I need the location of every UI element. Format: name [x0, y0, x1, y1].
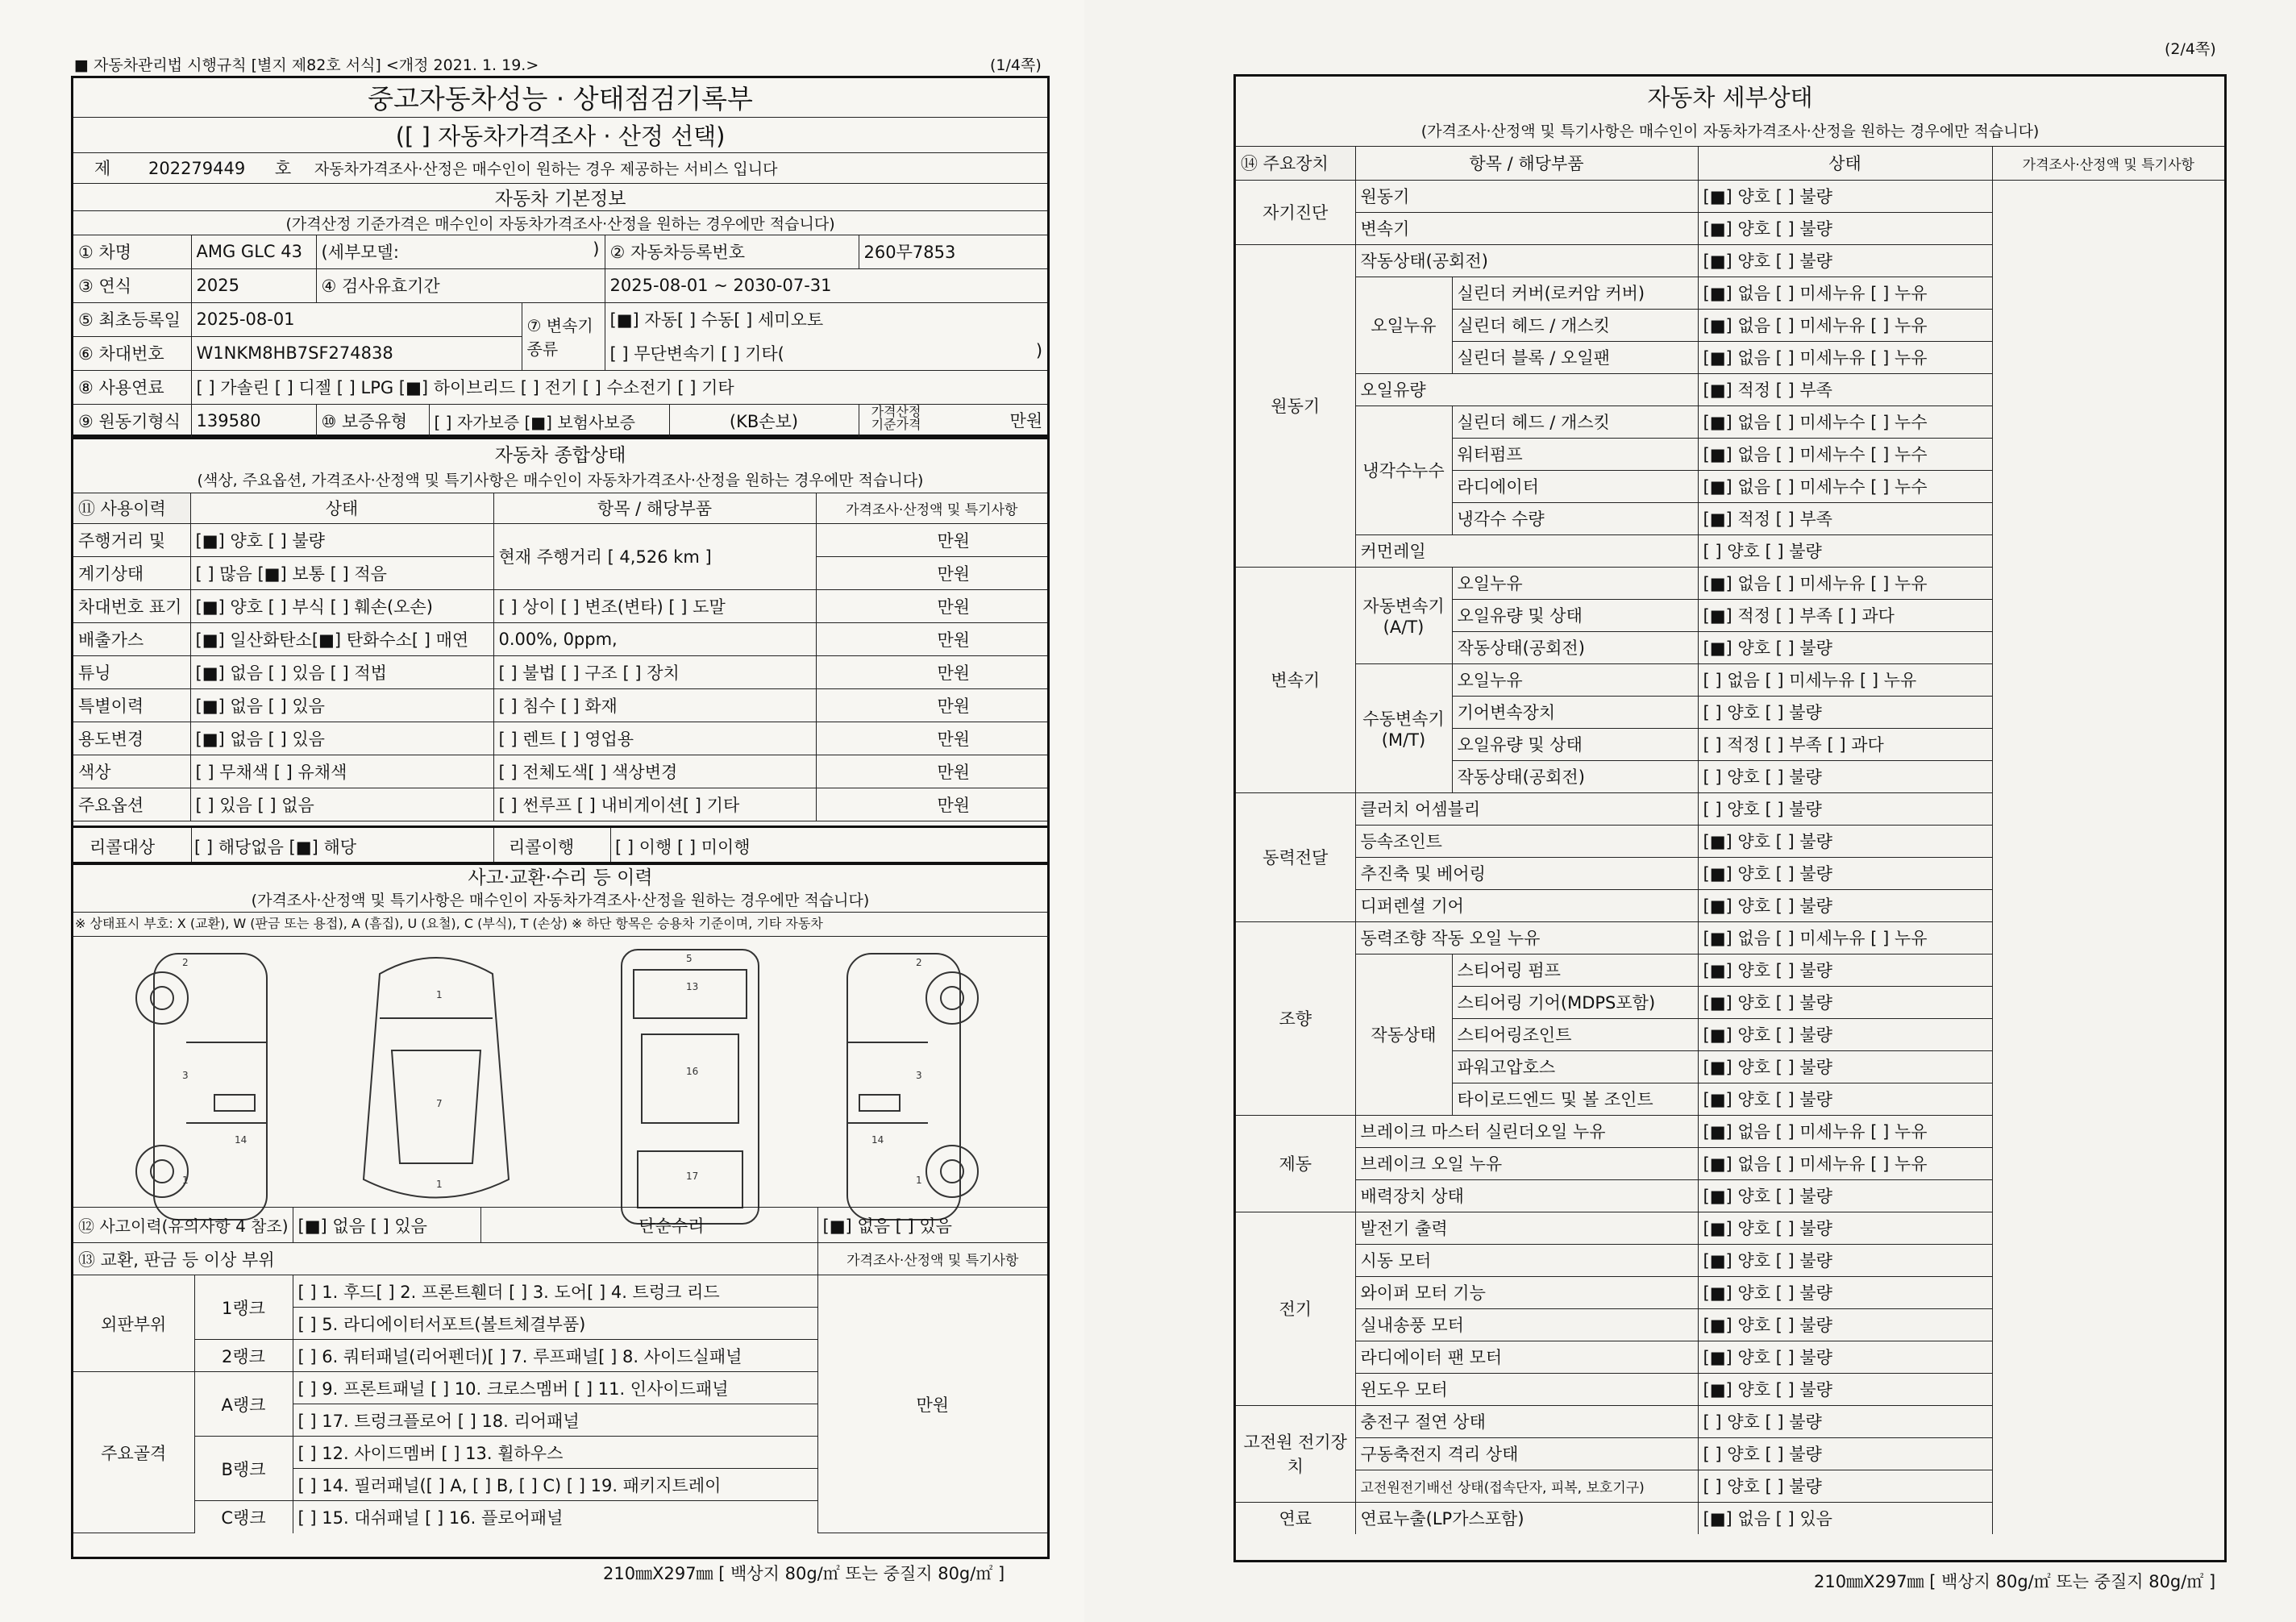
row-price-unit: 만원: [816, 788, 1047, 821]
summary-table: [73, 439, 1047, 821]
summary-note: (색상, 주요옵션, 가격조사·산정액 및 특기사항은 매수인이 자동차가격조사·산정을 원하는 경우에만 적습니다): [73, 467, 1047, 493]
rankB-items-b: [ ] 14. 필러패널([ ] A, [ ] B, [ ] C) [ ] 19. 패키지트레이: [293, 1469, 817, 1501]
detail-state: [■] 양호 [ ] 불량: [1698, 1341, 1992, 1373]
detail-item: 디퍼렌셜 기어: [1355, 889, 1698, 921]
detail-state: [ ] 양호 [ ] 불량: [1698, 1405, 1992, 1437]
detail-state: [■] 양호 [ ] 불량: [1698, 889, 1992, 921]
group-self-diag: 자기진단: [1236, 180, 1355, 244]
detail-item: 실린더 헤드 / 개스킷: [1452, 309, 1698, 341]
detail-item: 스티어링 기어(MDPS포함): [1452, 986, 1698, 1018]
detail-item: 브레이크 오일 누유: [1355, 1147, 1698, 1179]
row-label: 색상: [73, 755, 190, 788]
warranty-options: [ ] 자가보증 [■] 보험사보증: [429, 404, 669, 438]
detail-item: 라디에이터 팬 모터: [1355, 1341, 1698, 1373]
detail-state: [■] 양호 [ ] 불량: [1698, 1308, 1992, 1341]
col-history: ⑪ 사용이력: [73, 493, 190, 523]
row-price-unit: 만원: [816, 523, 1047, 556]
group-electric: 전기: [1236, 1212, 1355, 1405]
rank2-items: [ ] 6. 쿼터패널(리어펜더)[ ] 7. 루프패널[ ] 8. 사이드실패널: [293, 1340, 817, 1372]
detail-state: [■] 양호 [ ] 불량: [1698, 1083, 1992, 1115]
record-number-row: [73, 152, 1047, 183]
base-price-label: 가격산정 기준가격: [871, 404, 921, 433]
detail-state: [■] 양호 [ ] 불량: [1698, 954, 1992, 986]
record-suffix: 호: [274, 159, 292, 178]
subgroup-coolant-leak: 냉각수누수: [1355, 406, 1452, 534]
svg-text:13: 13: [686, 981, 699, 992]
detail-state: [■] 양호 [ ] 불량: [1698, 1212, 1992, 1244]
page2-footer: 210㎜X297㎜ [ 백상지 80g/㎡ 또는 중질지 80g/㎡ ]: [1814, 1572, 2216, 1591]
trans-row1: [■] 자동[ ] 수동[ ] 세미오토: [605, 302, 1047, 336]
detail-item: 실내송풍 모터: [1355, 1308, 1698, 1341]
fuel-options: [ ] 가솔린 [ ] 디젤 [ ] LPG [■] 하이브리드 [ ] 전기 [ ] 수소전기 [ ] 기타: [191, 370, 1047, 404]
record-number: 202279449: [148, 159, 246, 178]
detail-state: [■] 양호 [ ] 불량: [1698, 244, 1992, 277]
detail-item: 시동 모터: [1355, 1244, 1698, 1276]
accident-label: ⑫ 사고이력(유의사항 4 참조): [73, 1208, 293, 1243]
page2-number: (2/4쪽): [2165, 40, 2216, 58]
detail-state: [■] 없음 [ ] 미세누유 [ ] 누유: [1698, 277, 1992, 309]
detail-item: 타이로드엔드 및 볼 조인트: [1452, 1083, 1698, 1115]
detail-state: [ ] 양호 [ ] 불량: [1698, 1437, 1992, 1470]
detail-state: [■] 양호 [ ] 불량: [1698, 631, 1992, 663]
right-side-view: [847, 954, 978, 1220]
detail-item: 오일누유: [1452, 663, 1698, 696]
detail-state: [■] 양호 [ ] 불량: [1698, 1244, 1992, 1276]
group-hv: 고전원 전기장치: [1236, 1405, 1355, 1502]
group-engine: 원동기: [1236, 244, 1355, 567]
rank-2: 2랭크: [194, 1340, 293, 1372]
detail-item: 윈도우 모터: [1355, 1373, 1698, 1405]
detail-item: 기어변속장치: [1452, 696, 1698, 728]
detail-item: 변속기: [1355, 212, 1698, 244]
reg-no-value: 260무7853: [859, 235, 1047, 268]
detail-item: 오일유량 및 상태: [1452, 599, 1698, 631]
first-reg-label: ⑤ 최초등록일: [73, 302, 191, 336]
row-state: [ ] 있음 [ ] 없음: [190, 788, 493, 821]
vin-label: ⑥ 차대번호: [73, 336, 191, 370]
recall-state: [ ] 해당없음 [■] 해당: [194, 838, 357, 857]
svg-text:14: 14: [235, 1134, 247, 1146]
detail-state: [■] 없음 [ ] 미세누유 [ ] 누유: [1698, 567, 1992, 599]
row-label: 튜닝: [73, 655, 190, 688]
detail-item: 충전구 절연 상태: [1355, 1405, 1698, 1437]
svg-text:1: 1: [916, 1175, 922, 1186]
accident-state: [■] 없음 [ ] 있음: [293, 1208, 480, 1243]
rankA-items-b: [ ] 17. 트렁크플로어 [ ] 18. 리어패널: [293, 1404, 817, 1437]
detail-state: [■] 없음 [ ] 미세누수 [ ] 누수: [1698, 406, 1992, 438]
warranty-label: ⑩ 보증유형: [316, 404, 429, 438]
svg-text:5: 5: [686, 953, 693, 964]
recall-label: 리콜대상: [89, 838, 156, 857]
year-label: ③ 연식: [73, 268, 191, 302]
svg-text:16: 16: [686, 1066, 699, 1077]
fuel-label: ⑧ 사용연료: [73, 370, 191, 404]
exchange-price-unit: 만원: [817, 1275, 1047, 1533]
group-steering: 조향: [1236, 921, 1355, 1115]
row-item: [ ] 썬루프 [ ] 내비게이션[ ] 기타: [493, 788, 816, 821]
svg-text:2: 2: [182, 957, 189, 968]
detail-item: 라디에이터: [1452, 470, 1698, 502]
row-price-unit: 만원: [816, 622, 1047, 655]
valid-period: 2025-08-01 ~ 2030-07-31: [605, 268, 1047, 302]
detail-state: [■] 양호 [ ] 불량: [1698, 1050, 1992, 1083]
subgroup-manual: 수동변속기 (M/T): [1355, 663, 1452, 792]
detail-item: 추진축 및 베어링: [1355, 857, 1698, 889]
rank-b: B랭크: [194, 1437, 293, 1501]
col-price: 가격조사·산정액 및 특기사항: [817, 1243, 1047, 1275]
row-state: [■] 없음 [ ] 있음: [190, 722, 493, 755]
frame-label: 주요골격: [73, 1372, 194, 1533]
exchange-label: ⑬ 교환, 판금 등 이상 부위: [73, 1243, 817, 1275]
row-label: 배출가스: [73, 622, 190, 655]
group-brake: 제동: [1236, 1115, 1355, 1212]
basic-info-title: 자동차 기본정보: [73, 183, 1047, 210]
row-item: 0.00%, 0ppm,: [493, 622, 816, 655]
base-price-unit: 만원: [1009, 411, 1043, 431]
page-1: [0, 0, 1084, 1622]
page2-title: 자동차 세부상태: [1647, 83, 1813, 111]
row-item: [ ] 렌트 [ ] 영업용: [493, 722, 816, 755]
detail-state: [■] 없음 [ ] 미세누유 [ ] 누유: [1698, 921, 1992, 954]
page-subtitle: ([ ] 자동차가격조사 · 산정 선택): [395, 122, 726, 150]
basic-info-table: [73, 78, 1047, 438]
form-reference: ■ 자동차관리법 시행규칙 [별지 제82호 서식] <개정 2021. 1. 19.>: [74, 56, 539, 74]
row-label: 주요옵션: [73, 788, 190, 821]
col-state: 상태: [190, 493, 493, 523]
detail-item: 파워고압호스: [1452, 1050, 1698, 1083]
row-price-unit: 만원: [816, 589, 1047, 622]
svg-text:17: 17: [686, 1171, 699, 1182]
valid-label: ④ 검사유효기간: [316, 268, 605, 302]
svg-text:7: 7: [436, 1098, 443, 1109]
recall-item-label: 리콜이행: [509, 838, 575, 857]
row-state: [■] 양호 [ ] 불량: [190, 523, 493, 556]
page-title: 중고자동차성능 · 상태점검기록부: [73, 78, 1047, 117]
detail-state: [■] 없음 [ ] 미세누유 [ ] 누유: [1698, 1115, 1992, 1147]
detail-item: 작동상태(공회전): [1452, 760, 1698, 792]
svg-text:1: 1: [436, 989, 443, 1000]
detail-state: [ ] 양호 [ ] 불량: [1698, 696, 1992, 728]
page-number: (1/4쪽): [990, 56, 1042, 74]
rank-1: 1랭크: [194, 1275, 293, 1340]
detail-item: 와이퍼 모터 기능: [1355, 1276, 1698, 1308]
row-state: [ ] 무채색 [ ] 유채색: [190, 755, 493, 788]
rank1-items-b: [ ] 5. 라디에이터서포트(볼트체결부품): [293, 1308, 817, 1340]
detail-item: 고전원전기배선 상태(접속단자, 피복, 보호기구): [1355, 1470, 1698, 1502]
detail-item: 연료누출(LP가스포함): [1355, 1502, 1698, 1534]
row-label: 차대번호 표기: [73, 589, 190, 622]
row-item: [ ] 불법 [ ] 구조 [ ] 장치: [493, 655, 816, 688]
simple-repair-label: 단순수리: [480, 1208, 817, 1243]
detail-item: 원동기: [1355, 180, 1698, 212]
rank1-items-a: [ ] 1. 후드[ ] 2. 프론트휀더 [ ] 3. 도어[ ] 4. 트렁크 리드: [293, 1275, 817, 1308]
car-name-label: ① 차명: [73, 235, 191, 268]
detail-item: 워터펌프: [1452, 438, 1698, 470]
svg-text:1: 1: [436, 1179, 443, 1190]
group-power: 동력전달: [1236, 792, 1355, 921]
recall-row: [71, 826, 1050, 864]
detail-state: [■] 없음 [ ] 미세누유 [ ] 누유: [1698, 309, 1992, 341]
row-state: [■] 양호 [ ] 부식 [ ] 훼손(오손): [190, 589, 493, 622]
subgroup-oil-leak: 오일누유: [1355, 277, 1452, 373]
detail-state: [■] 양호 [ ] 불량: [1698, 1373, 1992, 1405]
detail-item: 배력장치 상태: [1355, 1179, 1698, 1212]
subgroup-steer-op: 작동상태: [1355, 954, 1452, 1115]
col-item: 항목 / 해당부품: [1355, 146, 1698, 180]
row-label: 용도변경: [73, 722, 190, 755]
rank-a: A랭크: [194, 1372, 293, 1437]
record-note: 자동차가격조사·산정은 매수인이 원하는 경우 제공하는 서비스 입니다: [314, 160, 778, 178]
trans-label: ⑦ 변속기 종류: [522, 302, 605, 370]
first-reg-value: 2025-08-01: [191, 302, 522, 336]
detail-model: [316, 235, 605, 268]
col-state: 상태: [1698, 146, 1992, 180]
detail-item: 작동상태(공회전): [1452, 631, 1698, 663]
col-price: 가격조사·산정액 및 특기사항: [1992, 146, 2224, 180]
accident-note: (가격조사·산정액 및 특기사항은 매수인이 자동차가격조사·산정을 원하는 경우에만 적습니다): [73, 889, 1047, 913]
detail-item: 실린더 헤드 / 개스킷: [1452, 406, 1698, 438]
detail-state: [■] 양호 [ ] 불량: [1698, 212, 1992, 244]
detail-state: [■] 양호 [ ] 불량: [1698, 1018, 1992, 1050]
detail-model-close: ): [593, 239, 600, 259]
detail-item: 작동상태(공회전): [1355, 244, 1698, 277]
detail-state: [ ] 적정 [ ] 부족 [ ] 과다: [1698, 728, 1992, 760]
detail-state: [■] 양호 [ ] 불량: [1698, 857, 1992, 889]
basic-info-section: [71, 76, 1050, 437]
engine-value: 139580: [191, 404, 316, 438]
row-state: [■] 없음 [ ] 있음: [190, 688, 493, 722]
col-price: 가격조사·산정액 및 특기사항: [816, 493, 1047, 523]
row-state: [ ] 많음 [■] 보통 [ ] 적음: [190, 556, 493, 589]
detail-item: 클러치 어셈블리: [1355, 792, 1698, 825]
basic-info-note: (가격산정 기준가격은 매수인이 자동차가격조사·산정을 원하는 경우에만 적습니다): [73, 210, 1047, 235]
detail-item: 구동축전지 격리 상태: [1355, 1437, 1698, 1470]
rankC-items: [ ] 15. 대쉬패널 [ ] 16. 플로어패널: [293, 1501, 817, 1533]
svg-text:1: 1: [182, 1175, 189, 1186]
row-label: 계기상태: [73, 556, 190, 589]
row-item: [ ] 전체도색[ ] 색상변경: [493, 755, 816, 788]
detail-item: 동력조향 작동 오일 누유: [1355, 921, 1698, 954]
simple-repair-state: [■] 없음 [ ] 있음: [817, 1208, 1047, 1243]
kb-label: (KB손보): [669, 404, 859, 438]
accident-title: 사고·교환·수리 등 이력: [468, 867, 653, 888]
exchange-table: [73, 1207, 1047, 1533]
subgroup-auto: 자동변속기 (A/T): [1355, 567, 1452, 663]
detail-state: [■] 없음 [ ] 미세누수 [ ] 누수: [1698, 470, 1992, 502]
outer-label: 외판부위: [73, 1275, 194, 1372]
detail-state: [■] 적정 [ ] 부족 [ ] 과다: [1698, 599, 1992, 631]
detail-item: 브레이크 마스터 실린더오일 누유: [1355, 1115, 1698, 1147]
row-price-unit: 만원: [816, 655, 1047, 688]
record-prefix: 제: [94, 159, 111, 178]
svg-text:3: 3: [916, 1070, 922, 1081]
detail-price-column: [1992, 180, 2224, 1534]
svg-text:2: 2: [916, 957, 922, 968]
group-fuel: 연료: [1236, 1502, 1355, 1534]
trans-row2-text: [ ] 무단변속기 [ ] 기타(: [609, 343, 784, 364]
vin-value: W1NKM8HB7SF274838: [191, 336, 522, 370]
mileage-value: 현재 주행거리 [ 4,526 km ]: [493, 523, 816, 589]
accident-section: [71, 863, 1050, 1559]
row-label: 특별이력: [73, 688, 190, 722]
detail-item: 실린더 블록 / 오일팬: [1452, 341, 1698, 373]
legend: ※ 상태표시 부호: X (교환), W (판금 또는 용접), A (흠집), U (요철), C (부식), T (손상) ※ 하단 항목은 승용차 기준이며, 기타 자동차: [73, 912, 1049, 937]
page-2: [1084, 0, 2296, 1622]
rank-c: C랭크: [194, 1501, 293, 1533]
trans-row2: [605, 336, 1047, 370]
detail-state: [■] 양호 [ ] 불량: [1698, 180, 1992, 212]
detail-state: [■] 없음 [ ] 미세누수 [ ] 누수: [1698, 438, 1992, 470]
year-value: 2025: [191, 268, 316, 302]
detail-state: [ ] 양호 [ ] 불량: [1698, 792, 1992, 825]
car-name-value: AMG GLC 43: [191, 235, 316, 268]
page1-footer: 210㎜X297㎜ [ 백상지 80g/㎡ 또는 중질지 80g/㎡ ]: [603, 1564, 1005, 1583]
detail-state: [■] 없음 [ ] 있음: [1698, 1502, 1992, 1534]
detail-section: [1233, 74, 2227, 1562]
detail-item: 오일유량 및 상태: [1452, 728, 1698, 760]
detail-item: 등속조인트: [1355, 825, 1698, 857]
trans-row2-close: ): [1035, 340, 1043, 360]
col-item: 항목 / 해당부품: [493, 493, 816, 523]
page2-note: (가격조사·산정액 및 특기사항은 매수인이 자동차가격조사·산정을 원하는 경우에만 적습니다): [1236, 115, 2224, 146]
detail-item: 냉각수 수량: [1452, 502, 1698, 534]
detail-state: [■] 적정 [ ] 부족: [1698, 502, 1992, 534]
svg-text:3: 3: [182, 1070, 189, 1081]
detail-state: [ ] 양호 [ ] 불량: [1698, 1470, 1992, 1502]
row-item: [ ] 침수 [ ] 화재: [493, 688, 816, 722]
col-device: ⑭ 주요장치: [1236, 146, 1355, 180]
detail-state: [■] 양호 [ ] 불량: [1698, 1179, 1992, 1212]
row-price-unit: 만원: [816, 688, 1047, 722]
detail-state: [■] 없음 [ ] 미세누유 [ ] 누유: [1698, 341, 1992, 373]
detail-table: [1236, 77, 2224, 1534]
detail-state: [ ] 없음 [ ] 미세누유 [ ] 누유: [1698, 663, 1992, 696]
rankB-items-a: [ ] 12. 사이드멤버 [ ] 13. 휠하우스: [293, 1437, 817, 1469]
detail-item: 오일누유: [1452, 567, 1698, 599]
detail-state: [ ] 양호 [ ] 불량: [1698, 760, 1992, 792]
recall-item: [ ] 이행 [ ] 미이행: [615, 838, 751, 857]
detail-state: [■] 양호 [ ] 불량: [1698, 986, 1992, 1018]
detail-state: [■] 양호 [ ] 불량: [1698, 825, 1992, 857]
svg-text:14: 14: [871, 1134, 884, 1146]
row-label: 주행거리 및: [73, 523, 190, 556]
detail-item: 오일유량: [1355, 373, 1698, 406]
summary-section: [71, 437, 1050, 864]
row-state: [■] 일산화탄소[■] 탄화수소[ ] 매연: [190, 622, 493, 655]
summary-title: 자동차 종합상태: [494, 444, 626, 466]
base-price: [859, 404, 1047, 438]
row-item: [ ] 상이 [ ] 변조(변타) [ ] 도말: [493, 589, 816, 622]
detail-state: [■] 없음 [ ] 미세누유 [ ] 누유: [1698, 1147, 1992, 1179]
detail-item: 스티어링 펌프: [1452, 954, 1698, 986]
detail-item: 실린더 커버(로커암 커버): [1452, 277, 1698, 309]
detail-state: [■] 양호 [ ] 불량: [1698, 1276, 1992, 1308]
detail-item: 커먼레일: [1355, 534, 1698, 567]
row-price-unit: 만원: [816, 722, 1047, 755]
detail-model-label: (세부모델:: [321, 243, 399, 262]
detail-state: [ ] 양호 [ ] 불량: [1698, 534, 1992, 567]
rankA-items-a: [ ] 9. 프론트패널 [ ] 10. 크로스멤버 [ ] 11. 인사이드패널: [293, 1372, 817, 1404]
detail-item: 발전기 출력: [1355, 1212, 1698, 1244]
detail-state: [■] 적정 [ ] 부족: [1698, 373, 1992, 406]
group-transmission: 변속기: [1236, 567, 1355, 792]
row-price-unit: 만원: [816, 556, 1047, 589]
reg-no-label: ② 자동차등록번호: [605, 235, 859, 268]
row-price-unit: 만원: [816, 755, 1047, 788]
detail-item: 스티어링조인트: [1452, 1018, 1698, 1050]
row-state: [■] 없음 [ ] 있음 [ ] 적법: [190, 655, 493, 688]
left-side-view: [136, 954, 267, 1220]
engine-label: ⑨ 원동기형식: [73, 404, 191, 438]
